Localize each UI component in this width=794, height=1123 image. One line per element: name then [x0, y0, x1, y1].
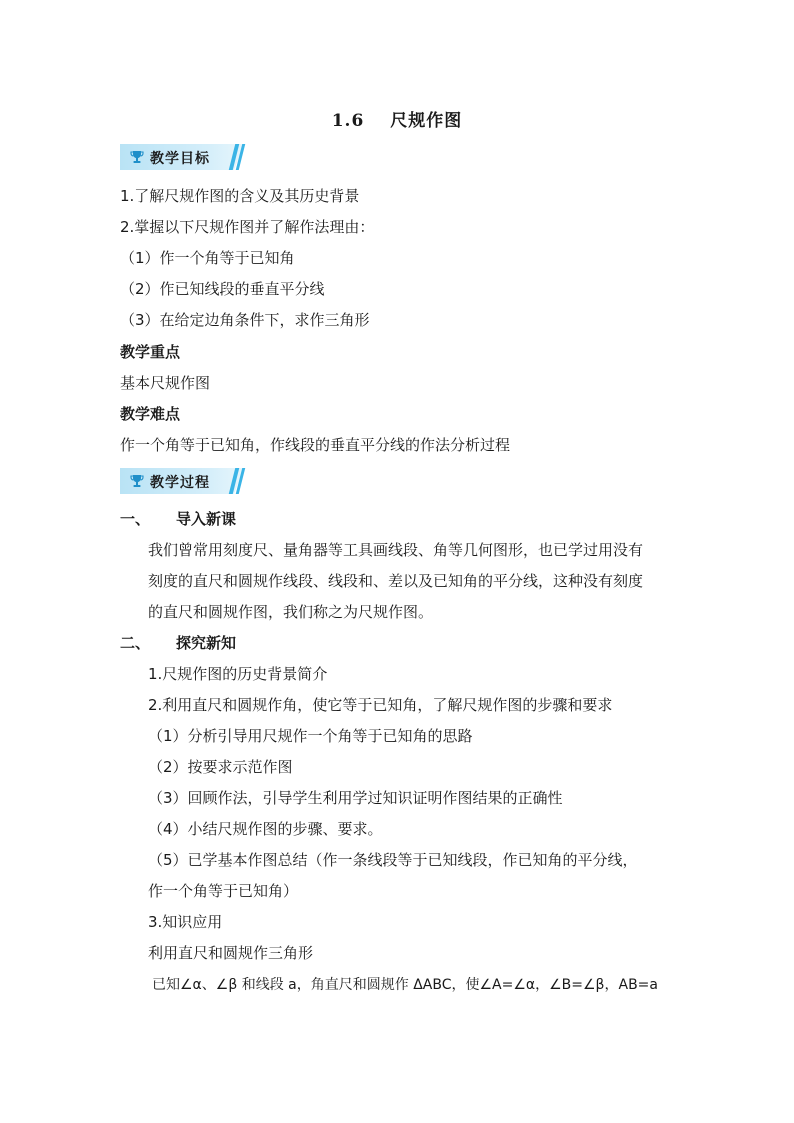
process-banner: [120, 468, 244, 494]
objective-item: （1）作一个角等于已知角: [120, 249, 295, 267]
objective-item: （2）作已知线段的垂直平分线: [120, 280, 325, 298]
list-item: （4）小结尺规作图的步骤、要求。: [148, 820, 383, 838]
list-item: （1）分析引导用尺规作一个角等于已知角的思路: [148, 727, 473, 745]
part-title: 探究新知: [176, 634, 237, 652]
objective-item: 1.了解尺规作图的含义及其历史背景: [120, 187, 360, 205]
difficulty-text: 作一个角等于已知角，作线段的垂直平分线的作法分析过程: [120, 436, 511, 454]
list-item: 作一个角等于已知角）: [148, 882, 299, 900]
paragraph-line: 我们曾常用刻度尺、量角器等工具画线段、角等几何图形，也已学过用没有: [148, 541, 644, 559]
part-title: 导入新课: [176, 510, 237, 528]
part-number: 二、: [120, 634, 151, 652]
list-item: （5）已学基本作图总结（作一条线段等于已知线段，作已知角的平分线，: [148, 851, 638, 869]
objective-item: （3）在给定边角条件下，求作三角形: [120, 311, 370, 329]
paragraph-line: 的直尺和圆规作图，我们称之为尺规作图。: [148, 603, 434, 621]
banner-label: 教学目标: [150, 151, 210, 167]
list-item: （3）回顾作法，引导学生利用学过知识证明作图结果的正确性: [148, 789, 563, 807]
section-title: 尺规作图: [390, 111, 463, 131]
part-heading: [120, 633, 236, 653]
list-item: 1.尺规作图的历史背景简介: [148, 665, 328, 683]
part-heading: [120, 509, 236, 529]
key-point-text: 基本尺规作图: [120, 374, 211, 392]
paragraph-line: 刻度的直尺和圆规作线段、线段和、差以及已知角的平分线，这种没有刻度: [148, 572, 644, 590]
objectives-banner: [120, 144, 244, 170]
page-title: [0, 106, 794, 131]
banner-label: 教学过程: [150, 475, 210, 491]
trophy-icon: [130, 474, 144, 488]
key-point-label: 教学重点: [120, 343, 181, 361]
trophy-icon: [130, 150, 144, 164]
difficulty-label: 教学难点: [120, 405, 181, 423]
section-number: 1.6: [331, 111, 365, 131]
list-item: （2）按要求示范作图: [148, 758, 293, 776]
list-item: 3.知识应用: [148, 913, 223, 931]
list-item: 利用直尺和圆规作三角形: [148, 944, 314, 962]
part-number: 一、: [120, 510, 151, 528]
list-item: 2.利用直尺和圆规作角，使它等于已知角，了解尺规作图的步骤和要求: [148, 696, 613, 714]
objective-item: 2.掌握以下尺规作图并了解作法理由：: [120, 218, 375, 236]
problem-statement: 已知∠α、∠β 和线段 a，角直尺和圆规作 ΔABC，使∠A=∠α，∠B=∠β，AB=a: [152, 977, 658, 993]
